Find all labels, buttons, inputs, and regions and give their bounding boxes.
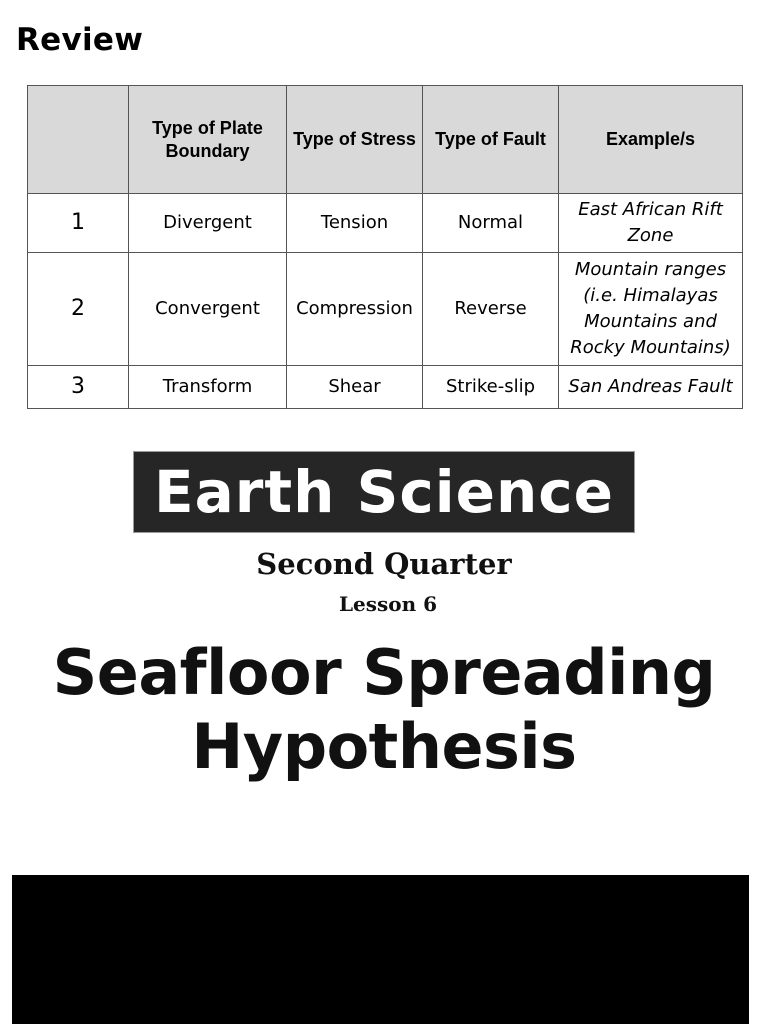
header-cell-blank [28, 86, 129, 194]
table-row [28, 253, 743, 366]
review-table [27, 85, 743, 409]
quarter-subtitle: Second Quarter [256, 547, 512, 581]
row-number: 1 [28, 194, 129, 253]
cell-plate-boundary: Transform [129, 366, 287, 409]
cell-fault: Strike-slip [423, 366, 559, 409]
row-number: 3 [28, 366, 129, 409]
lesson-label: Lesson 6 [338, 592, 438, 616]
cell-stress: Tension [287, 194, 423, 253]
cell-example: East African Rift Zone [559, 194, 743, 253]
table-row [28, 366, 743, 409]
cell-stress: Shear [287, 366, 423, 409]
banner-title: Earth Science [154, 458, 614, 526]
cell-stress: Compression [287, 253, 423, 366]
header-cell-stress: Type of Stress [287, 86, 423, 194]
table-header-row [28, 86, 743, 194]
lesson-title: Seafloor Spreading Hypothesis [52, 636, 716, 783]
cell-fault: Reverse [423, 253, 559, 366]
earth-science-banner [133, 451, 635, 533]
header-cell-plate-boundary: Type of Plate Boundary [129, 86, 287, 194]
cell-plate-boundary: Divergent [129, 194, 287, 253]
header-cell-examples: Example/s [559, 86, 743, 194]
table-row [28, 194, 743, 253]
row-number: 2 [28, 253, 129, 366]
black-panel [12, 875, 749, 1024]
cell-example: Mountain ranges (i.e. Himalayas Mountains and Rocky Mountains) [559, 253, 743, 366]
cell-plate-boundary: Convergent [129, 253, 287, 366]
header-cell-fault: Type of Fault [423, 86, 559, 194]
cell-example: San Andreas Fault [559, 366, 743, 409]
review-heading: Review [16, 22, 144, 58]
cell-fault: Normal [423, 194, 559, 253]
